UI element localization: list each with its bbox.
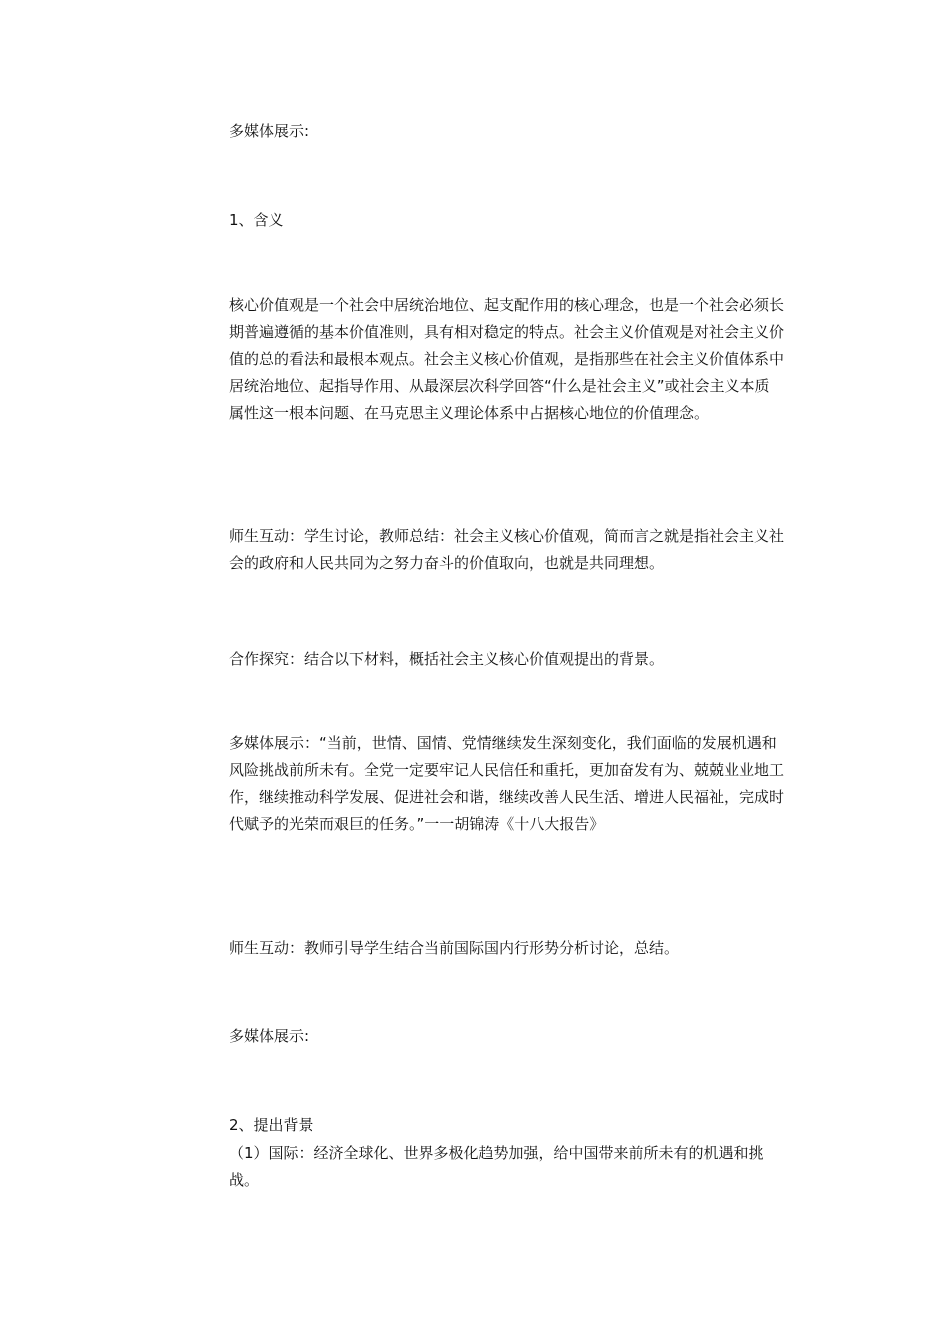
multimedia-quote-paragraph: 多媒体展示：“当前，世情、国情、党情继续发生深刻变化，我们面临的发展机遇和风险挑战前所未有。全党一定要牢记人民信任和重托，更加奋发有为、兢兢业业地工作，继续推动科学发展、促进社会和谐，继续改善人民生活、增进人民福祉，完成时代赋予的光荣而艰巨的任务。”一一胡锦涛《十八大报告》 — [229, 734, 785, 833]
teacher-student-interaction-paragraph: 师生互动：学生讨论，教师总结：社会主义核心价值观，简而言之就是指社会主义社会的政府和人民共同为之努力奋斗的价值取向，也就是共同理想。 — [229, 527, 785, 572]
cooperative-inquiry-paragraph: 合作探究：结合以下材料，概括社会主义核心价值观提出的背景。 — [229, 650, 665, 668]
section-heading-meaning: 1、含义 — [229, 211, 284, 229]
meaning-paragraph: 核心价值观是一个社会中居统治地位、起支配作用的核心理念，也是一个社会必须长期普遍遵循的基本价值准则，具有相对稳定的特点。社会主义价值观是对社会主义价值的总的看法和最根本观点。社会主义核心价值观，是指那些在社会主义价值体系中居统治地位、起指导作用、从最深层次科学回答“什么是社会主义”或社会主义本质属性这一根本问题、在马克思主义理论体系中占据核心地位的价值理念。 — [229, 296, 785, 422]
multimedia-display-label-2: 多媒体展示: — [229, 1027, 310, 1045]
background-international-paragraph: （1）国际：经济全球化、世界多极化趋势加强，给中国带来前所未有的机遇和挑战。 — [229, 1144, 764, 1189]
multimedia-display-label: 多媒体展示: — [229, 122, 310, 140]
section-heading-background: 2、提出背景 — [229, 1116, 314, 1134]
teacher-guidance-paragraph: 师生互动：教师引导学生结合当前国际国内行形势分析讨论，总结。 — [229, 939, 680, 957]
